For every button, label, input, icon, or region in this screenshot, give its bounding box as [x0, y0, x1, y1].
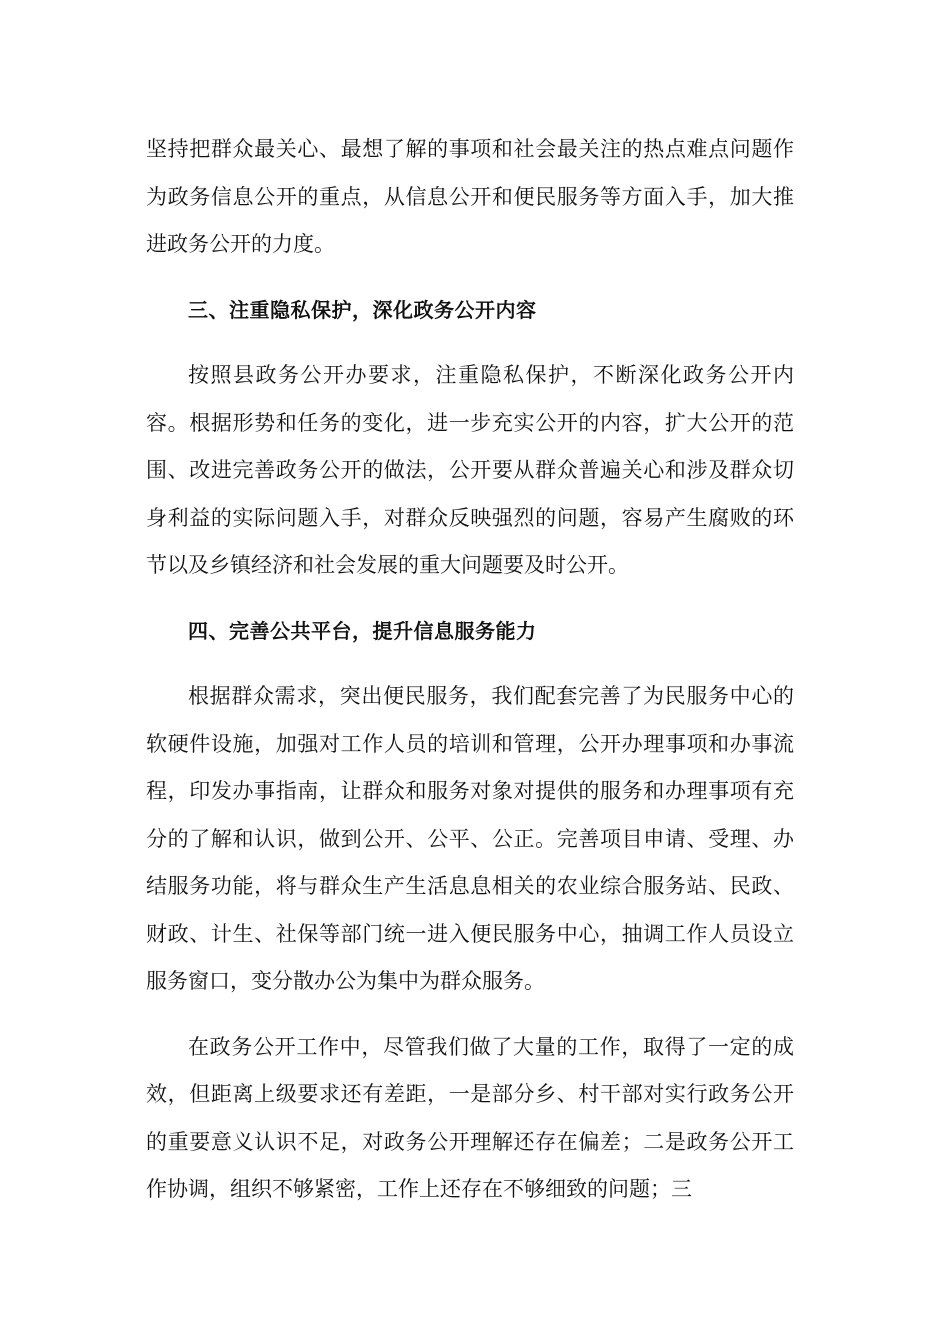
section-heading-3: 三、注重隐私保护，深化政务公开内容	[188, 297, 537, 322]
paragraph-summary: 在政务公开工作中，尽管我们做了大量的工作，取得了一定的成效，但距离上级要求还有差距，一是部分乡、村干部对实行政务公开的重要意义认识不足，对政务公开理解还存在偏差；二是政务公开工作协调，组织不够紧密，工作上还存在不够细致的问题；三	[146, 1034, 794, 1201]
section-heading-4: 四、完善公共平台，提升信息服务能力	[188, 618, 537, 643]
paragraph-section-3: 按照县政务公开办要求，注重隐私保护，不断深化政务公开内容。根据形势和任务的变化，进一步充实公开的内容，扩大公开的范围、改进完善政务公开的做法，公开要从群众普遍关心和涉及群众切身利益的实际问题入手，对群众反映强烈的问题，容易产生腐败的环节以及乡镇经济和社会发展的重大问题要及时公开。	[146, 363, 794, 577]
paragraph-section-4: 根据群众需求，突出便民服务，我们配套完善了为民服务中心的软硬件设施，加强对工作人员的培训和管理，公开办理事项和办事流程，印发办事指南，让群众和服务对象对提供的服务和办理事项有充分的了解和认识，做到公开、公平、公正。完善项目申请、受理、办结服务功能，将与群众生产生活息息相关的农业综合服务站、民政、财政、计生、社保等部门统一进入便民服务中心，抽调工作人员设立服务窗口，变分散办公为集中为群众服务。	[146, 684, 794, 993]
document-page	[146, 126, 794, 1232]
paragraph-intro: 坚持把群众最关心、最想了解的事项和社会最关注的热点难点问题作为政务信息公开的重点，从信息公开和便民服务等方面入手，加大推进政务公开的力度。	[146, 137, 794, 256]
